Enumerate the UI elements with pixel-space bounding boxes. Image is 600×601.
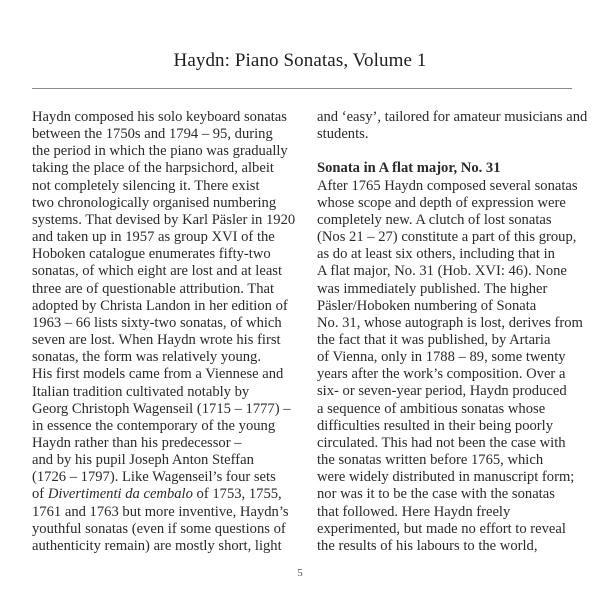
- text-line: two chronologically organised numbering: [32, 194, 277, 211]
- text-line: of Vienna, only in 1788 – 89, some twenty: [317, 349, 566, 366]
- page-number: 5: [297, 567, 303, 579]
- text-line: adopted by Christa Landon in her edition of: [32, 297, 288, 314]
- text-line: A flat major, No. 31 (Hob. XVI: 46). None: [317, 263, 567, 280]
- text-line: completely new. A clutch of lost sonatas: [317, 211, 552, 228]
- text-line: seven are lost. When Haydn wrote his first: [32, 332, 281, 349]
- text-line: (Nos 21 – 27) constitute a part of this group,: [317, 229, 577, 246]
- text-line: 1761 and 1763 but more inventive, Haydn’s: [32, 503, 289, 520]
- text-line: Päsler/Hoboken numbering of Sonata: [317, 297, 537, 314]
- text-line: the results of his labours to the world,: [317, 537, 538, 554]
- text-line: were widely distributed in manuscript form;: [317, 469, 575, 486]
- text-line: years after the work’s composition. Over a: [317, 366, 566, 383]
- text-line: difficulties resulted in their being poorly: [317, 417, 554, 434]
- text-line: the sonatas written before 1765, which: [317, 452, 544, 469]
- text-fragment: of 1753, 1755,: [192, 486, 282, 503]
- text-line: and by his pupil Joseph Anton Steffan: [32, 452, 254, 469]
- text-line: taking the place of the harpsichord, albeit: [32, 160, 274, 177]
- text-line: whose scope and depth of expression were: [317, 194, 566, 211]
- text-line: not completely silencing it. There exist: [32, 177, 260, 194]
- text-line: that followed. Here Haydn freely: [317, 503, 511, 520]
- text-line: as do at least six others, including that in: [317, 246, 555, 263]
- text-line: authenticity remain) are mostly short, light: [32, 537, 282, 554]
- section-heading: Sonata in A flat major, No. 31: [317, 160, 501, 177]
- text-line: sonatas, the form was relatively young.: [32, 349, 261, 366]
- left-column: [32, 109, 307, 555]
- text-line: six- or seven-year period, Haydn produced: [317, 383, 567, 400]
- text-line: three are of questionable attribution. That: [32, 280, 275, 297]
- text-line: sonatas, of which eight are lost and at least: [32, 263, 283, 280]
- text-line: nor was it to be the case with the sonatas: [317, 486, 555, 503]
- header-rule: [32, 88, 572, 89]
- text-line: was immediately published. The higher: [317, 280, 548, 297]
- text-line: After 1765 Haydn composed several sonatas: [317, 177, 578, 194]
- text-line-with-italic-title: [32, 486, 307, 503]
- page-title: Haydn: Piano Sonatas, Volume 1: [173, 50, 427, 71]
- text-line: Haydn rather than his predecessor –: [32, 434, 242, 451]
- text-line: the period in which the piano was gradually: [32, 143, 288, 160]
- text-line: His first models came from a Viennese and: [32, 366, 284, 383]
- text-line: No. 31, whose autograph is lost, derives from: [317, 314, 583, 331]
- paragraph-gap: [317, 143, 587, 160]
- text-line: between the 1750s and 1794 – 95, during: [32, 126, 273, 143]
- text-line: and taken up in 1957 as group XVI of the: [32, 229, 275, 246]
- text-line: Haydn composed his solo keyboard sonatas: [32, 109, 287, 125]
- text-line: 1963 – 66 lists sixty-two sonatas, of which: [32, 314, 282, 331]
- right-column: [317, 109, 587, 555]
- text-line: students.: [317, 126, 369, 143]
- text-line: the fact that it was published, by Artaria: [317, 332, 551, 349]
- text-line: (1726 – 1797). Like Wagenseil’s four sets: [32, 469, 276, 486]
- text-line: systems. That devised by Karl Päsler in 1920: [32, 211, 296, 228]
- text-line: Italian tradition cultivated notably by: [32, 383, 250, 400]
- text-line: Hoboken catalogue enumerates fifty-two: [32, 246, 271, 263]
- text-line: Georg Christoph Wagenseil (1715 – 1777) –: [32, 400, 291, 417]
- text-line: and ‘easy’, tailored for amateur musicians and: [317, 109, 588, 125]
- text-fragment: of: [32, 486, 48, 503]
- text-line: experimented, but made no effort to reveal: [317, 520, 566, 537]
- text-line: a sequence of ambitious sonatas whose: [317, 400, 546, 417]
- text-line: in essence the contemporary of the young: [32, 417, 276, 434]
- text-line: circulated. This had not been the case with: [317, 434, 566, 451]
- text-line: youthful sonatas (even if some questions of: [32, 520, 286, 537]
- work-title-italic: Divertimenti da cembalo: [47, 486, 193, 503]
